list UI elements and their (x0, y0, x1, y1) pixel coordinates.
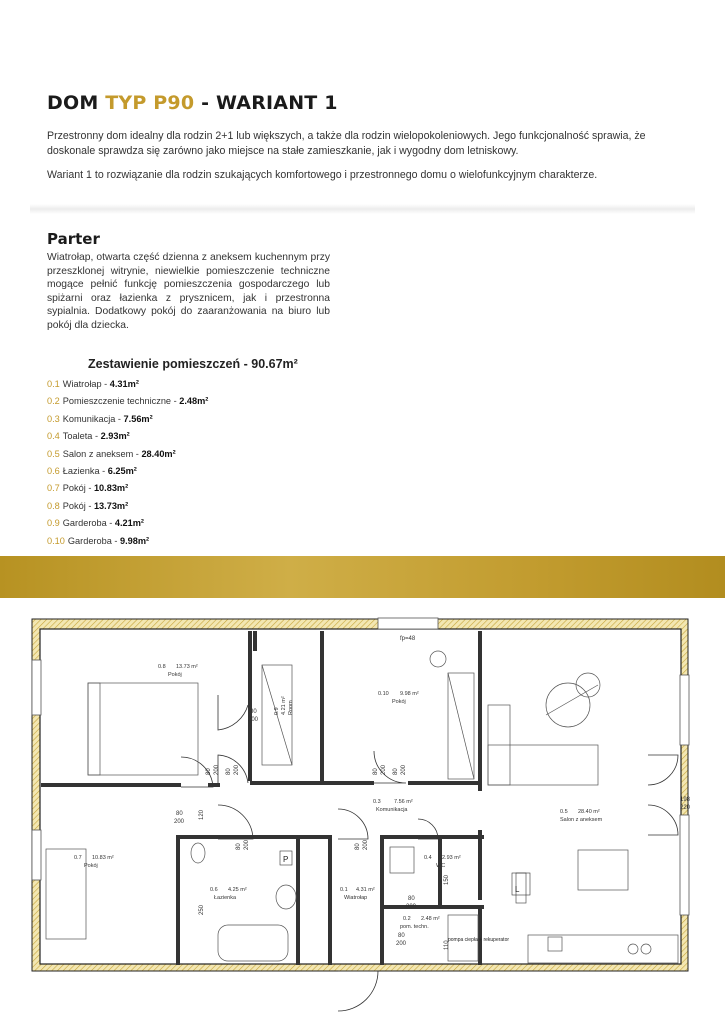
svg-text:0.10: 0.10 (378, 691, 389, 697)
svg-text:0.7: 0.7 (74, 855, 82, 861)
svg-text:80: 80 (393, 768, 399, 775)
svg-text:4.31 m²: 4.31 m² (356, 887, 375, 893)
svg-text:250: 250 (199, 904, 205, 915)
svg-text:Salon z aneksem: Salon z aneksem (560, 817, 603, 823)
svg-text:4.25 m²: 4.25 m² (228, 887, 247, 893)
svg-text:200: 200 (248, 717, 259, 723)
svg-text:0.3: 0.3 (373, 799, 381, 805)
parter-description: Wiatrołap, otwarta część dzienna z aneksem kuchennym przy przeszklonej witrynie, niewielkie pomieszczenie techniczne mogące pełnić funkcję pomieszczenia gospodarczego lub spiżarni oraz łazienka z prysznicem, jak i przestronna sypialnia. Dodatkowy pokój do zaaranżowania na biuro lub pokój dla dziecka. (47, 252, 330, 331)
intro-paragraph: Przestronny dom idealny dla rodzin 2+1 lub większych, a także dla rodzin wielopokoleniowych. Jego funkcjonalność sprawia, że doskonale sprawdza się zarówno jako miejsce na stałe zamieszkanie, jak i wygodny dom letniskowy. (47, 130, 646, 157)
svg-text:80: 80 (206, 768, 212, 775)
svg-text:2.48 m²: 2.48 m² (421, 916, 440, 922)
svg-text:0.1: 0.1 (340, 887, 348, 893)
room-item: 0.10 Garderoba - 9.98m² (47, 535, 150, 546)
svg-text:200: 200 (363, 839, 369, 850)
rooms-summary-heading: Zestawienie pomieszczeń - 90.67m² (88, 357, 298, 371)
floor-plan (28, 615, 698, 1015)
rooms-list (47, 378, 208, 552)
title-wariant: - WARIANT 1 (194, 92, 338, 114)
svg-text:80: 80 (250, 709, 257, 715)
room-item: 0.1 Wiatrołap - 4.31m² (47, 379, 139, 389)
svg-text:pom. techn.: pom. techn. (400, 924, 429, 930)
svg-text:10.83 m²: 10.83 m² (92, 855, 114, 861)
room-item: 0.7 Pokój - 10.83m² (47, 483, 129, 494)
svg-text:Łazienka: Łazienka (214, 895, 237, 901)
svg-text:200: 200 (174, 819, 185, 825)
svg-text:0.8: 0.8 (158, 664, 166, 670)
room-item: 0.4 Toaleta - 2.93m² (47, 431, 130, 442)
outer-wall (32, 619, 688, 971)
parter-heading: Parter (47, 230, 100, 248)
intro-variant-paragraph: Wariant 1 to rozwiązanie dla rodzin szukających komfortowego i przestronnego domu o wielofunkcyjnym charakterze. (47, 169, 598, 181)
svg-text:0.6: 0.6 (210, 887, 218, 893)
svg-text:Wiatrołap: Wiatrołap (344, 895, 368, 901)
room-item: 0.5 Salon z aneksem - 28.40m² (47, 448, 176, 459)
title-dom: DOM (47, 92, 106, 114)
svg-text:Pokój: Pokój (168, 672, 182, 678)
room-item: 0.2 Pomieszczenie techniczne - 2.48m² (47, 396, 209, 407)
svg-text:80: 80 (236, 843, 242, 850)
svg-text:Pokój: Pokój (84, 863, 98, 869)
room-item: 0.8 Pokój - 13.73m² (47, 500, 129, 511)
svg-text:200: 200 (401, 764, 407, 775)
title-typ: TYP P90 (105, 92, 195, 114)
svg-text:110: 110 (444, 940, 450, 950)
svg-text:Room: Room (288, 700, 294, 715)
svg-text:fp=48: fp=48 (400, 636, 416, 642)
svg-text:80: 80 (355, 843, 361, 850)
svg-text:150: 150 (444, 874, 450, 885)
svg-text:WC: WC (436, 863, 446, 869)
svg-text:80: 80 (226, 768, 232, 775)
page-title (47, 92, 338, 114)
svg-text:P: P (283, 855, 289, 864)
svg-text:9.98 m²: 9.98 m² (400, 691, 419, 697)
svg-text:4.21 m²: 4.21 m² (281, 696, 287, 715)
section-divider (30, 204, 695, 214)
svg-text:13.73 m²: 13.73 m² (176, 664, 198, 670)
svg-text:200: 200 (381, 764, 387, 775)
svg-text:220: 220 (680, 805, 691, 811)
gold-band (0, 556, 725, 598)
svg-text:120: 120 (199, 809, 205, 820)
svg-text:80: 80 (373, 768, 379, 775)
svg-text:200: 200 (396, 941, 407, 947)
svg-text:200: 200 (244, 839, 250, 850)
svg-text:200: 200 (406, 904, 417, 910)
svg-text:200: 200 (214, 764, 220, 775)
room-item: 0.3 Komunikacja - 7.56m² (47, 413, 153, 424)
pompa-label: pompa ciepła + rekuperator (448, 937, 510, 943)
svg-text:0.5: 0.5 (560, 809, 568, 815)
svg-text:0.9: 0.9 (274, 707, 280, 715)
svg-text:200: 200 (234, 764, 240, 775)
room-item: 0.6 Łazienka - 6.25m² (47, 465, 137, 476)
svg-text:L: L (515, 885, 520, 894)
svg-text:80: 80 (176, 811, 183, 817)
svg-text:2.93 m²: 2.93 m² (442, 855, 461, 861)
svg-text:28.40 m²: 28.40 m² (578, 809, 600, 815)
room-item: 0.9 Garderoba - 4.21m² (47, 518, 144, 529)
svg-text:Pokój: Pokój (392, 699, 406, 705)
svg-text:80: 80 (408, 896, 415, 902)
svg-text:0.2: 0.2 (403, 916, 411, 922)
svg-text:Komunikacja: Komunikacja (376, 807, 408, 813)
svg-text:0.4: 0.4 (424, 855, 432, 861)
svg-text:198: 198 (680, 797, 691, 803)
svg-text:80: 80 (398, 933, 405, 939)
svg-text:7.56 m²: 7.56 m² (394, 799, 413, 805)
